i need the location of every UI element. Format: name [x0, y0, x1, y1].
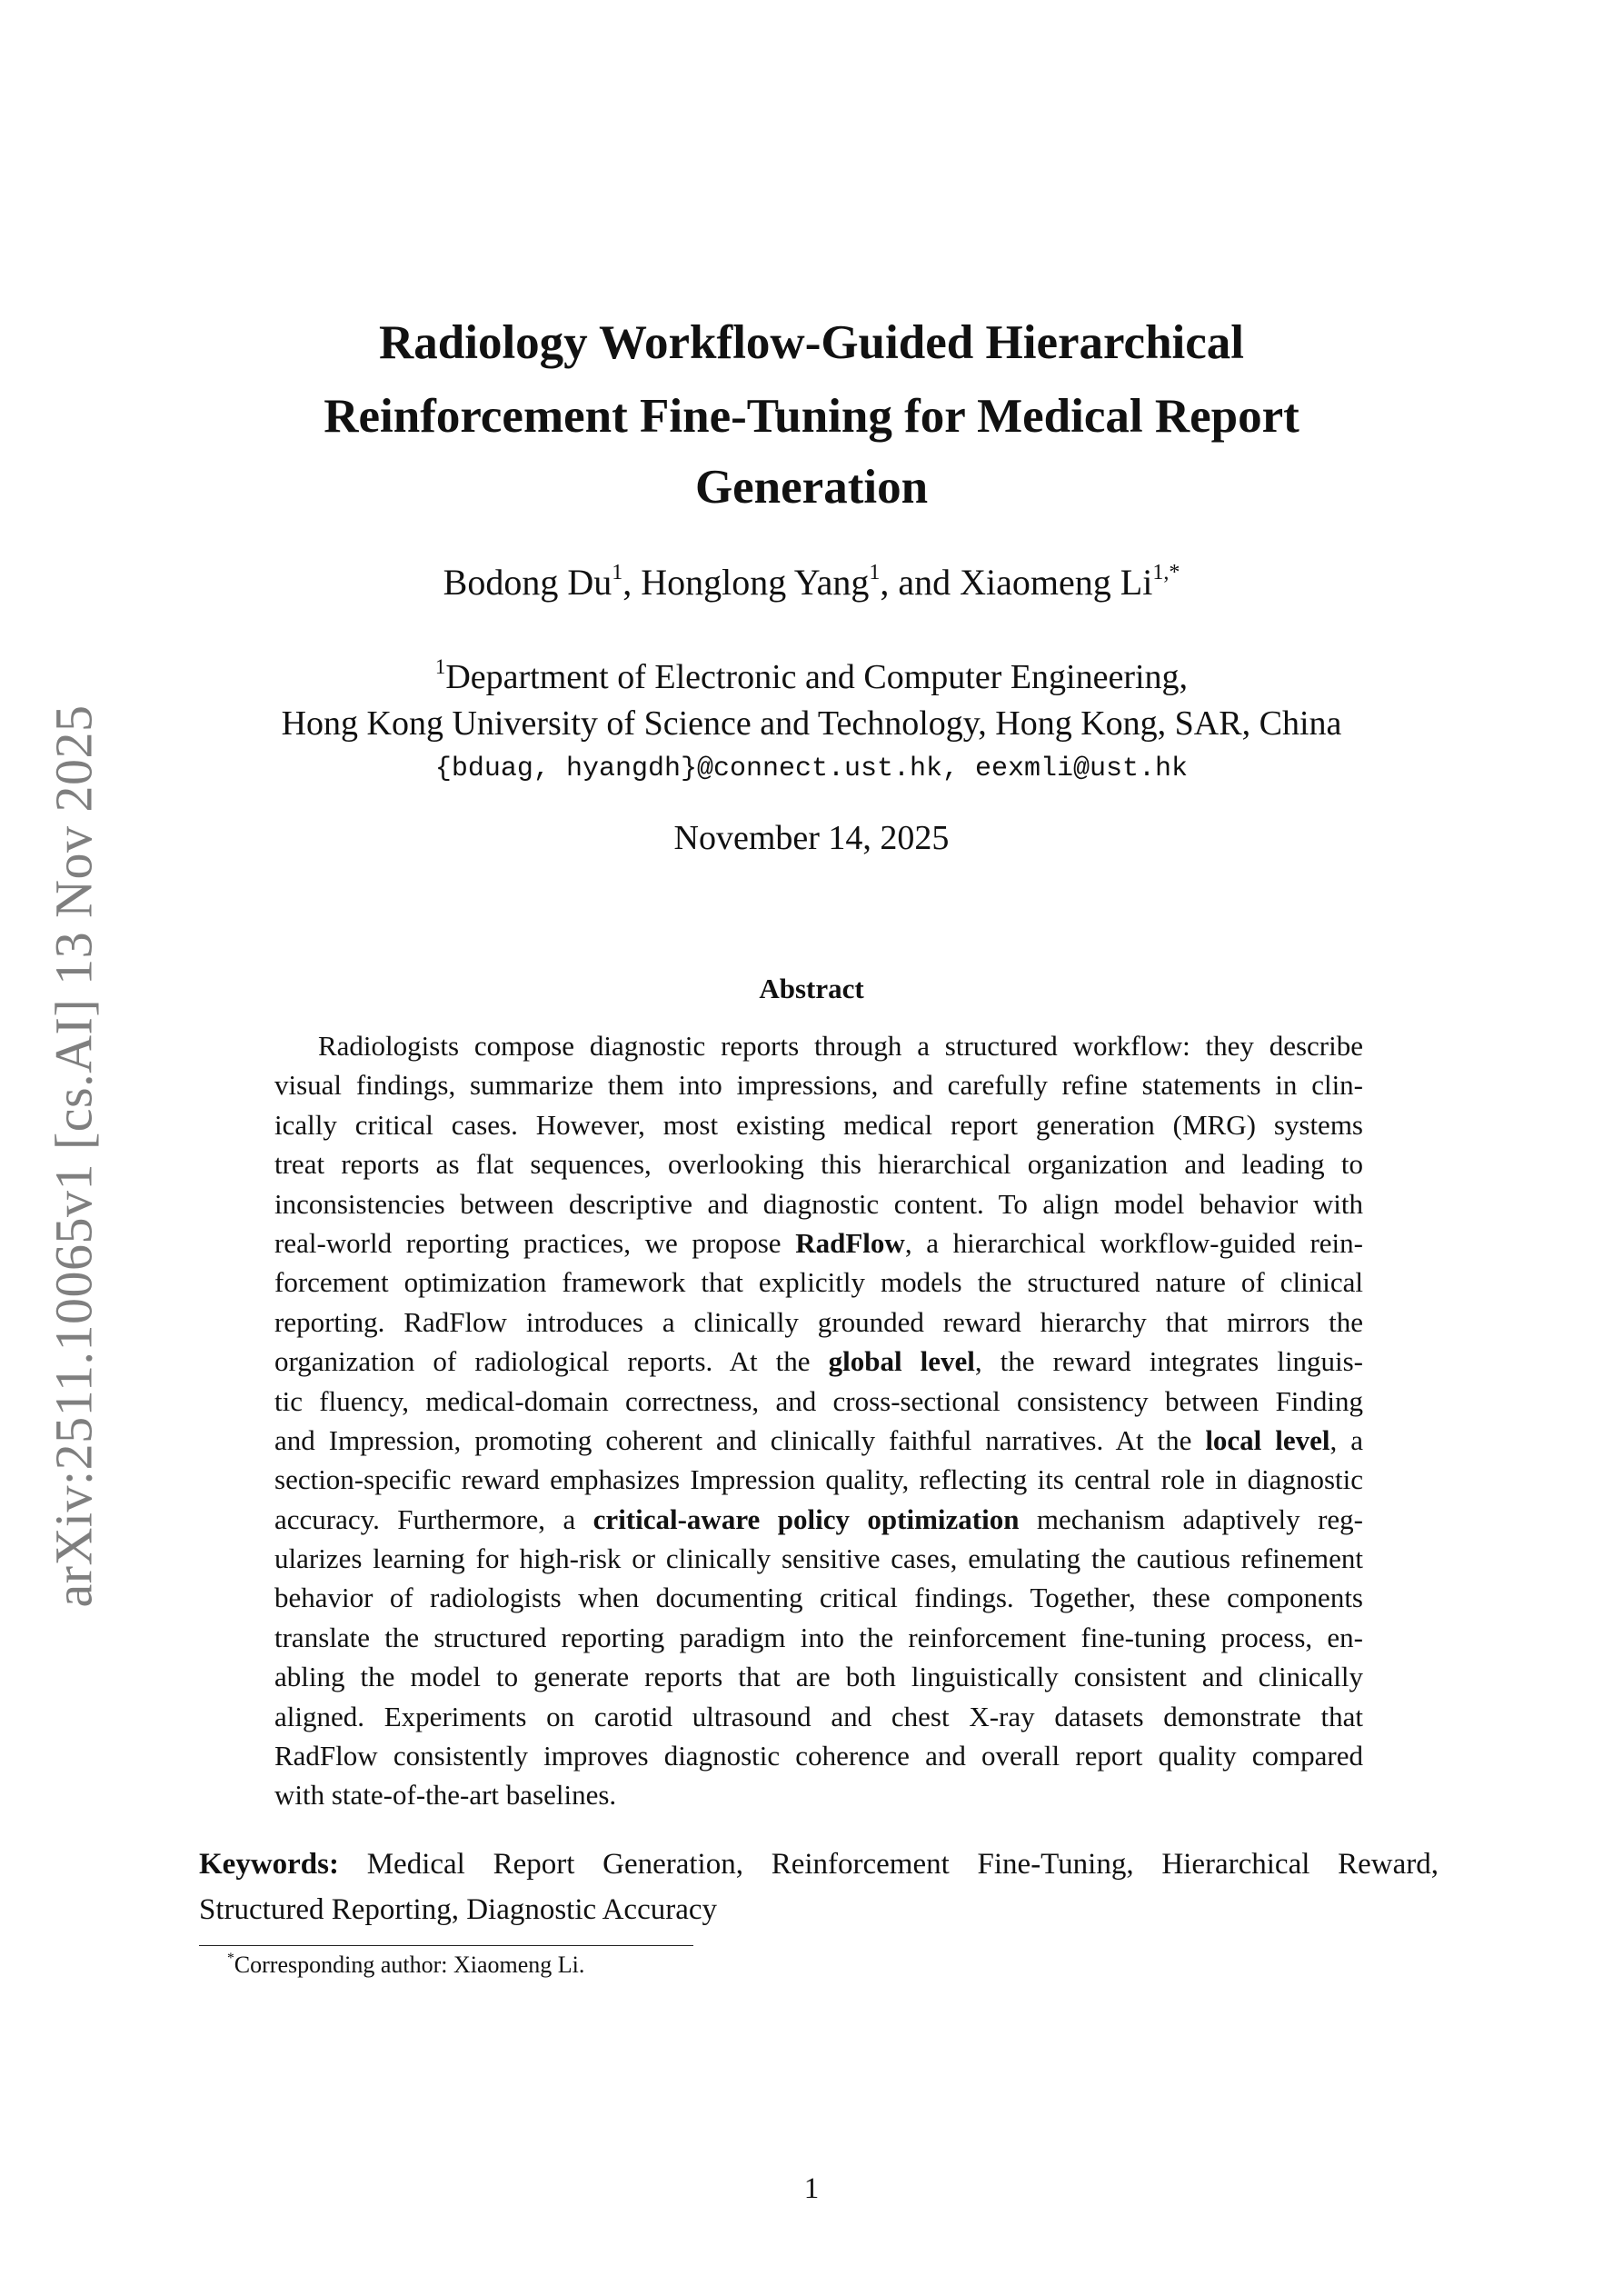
title-line-2: Reinforcement Fine-Tuning for Medical Report: [324, 390, 1299, 443]
abstract-emphasis: local level: [1205, 1423, 1330, 1456]
abstract-line: [274, 1303, 1363, 1342]
abstract-text: real-world reporting practices, we propose: [274, 1226, 796, 1259]
abstract-line: [274, 1263, 1363, 1302]
abstract-text: , the reward integrates linguis-: [974, 1345, 1364, 1378]
abstract-text: RadFlow consistently improves diagnostic coherence and overall report quality compared: [274, 1740, 1363, 1772]
abstract-emphasis: RadFlow: [795, 1226, 905, 1259]
abstract-text: Radiologists compose diagnostic reports through a structured workflow: they describe: [318, 1030, 1363, 1062]
abstract-line: [274, 1460, 1363, 1499]
arxiv-side-stamp: arXiv:2511.10065v1 [cs.AI] 13 Nov 2025: [44, 704, 104, 1608]
footnote-mark: *: [227, 1951, 234, 1967]
abstract-text: with state-of-the-art baselines.: [274, 1779, 617, 1812]
footnote-rule: [199, 1945, 693, 1946]
affiliation-line-1: [0, 654, 1623, 700]
abstract-text: inconsistencies between descriptive and diagnostic content. To align model behavior with: [274, 1187, 1363, 1220]
abstract-line: [274, 1736, 1363, 1775]
affiliation-line-2: Hong Kong University of Science and Technology, Hong Kong, SAR, China: [281, 704, 1342, 743]
keywords-text: Medical Report Generation, Reinforcement Fine-Tuning, Hierarchical Reward,: [338, 1848, 1439, 1881]
abstract-line: [274, 1578, 1363, 1617]
abstract-text: , a hierarchical workflow-guided rein-: [904, 1226, 1363, 1259]
abstract-emphasis: critical-aware policy optimization: [592, 1502, 1020, 1535]
abstract-text: and Impression, promoting coherent and clinically faithful narratives. At the: [274, 1423, 1206, 1456]
affiliation-department: Department of Electronic and Computer Engineering,: [445, 658, 1189, 696]
abstract-line: [274, 1382, 1363, 1421]
author-emails: {bduag, hyangdh}@connect.ust.hk, eexmli@ust.hk: [434, 754, 1189, 784]
author-separator: , and: [880, 562, 961, 603]
abstract-text: translate the structured reporting paradigm into the reinforcement fine-tuning process, en-: [274, 1621, 1363, 1653]
title-line-1: Radiology Workflow-Guided Hierarchical: [378, 316, 1245, 369]
author-name: Xiaomeng Li: [960, 562, 1153, 603]
abstract-text: treat reports as flat sequences, overlooking this hierarchical organization and leading to: [274, 1148, 1363, 1181]
abstract-line: [274, 1618, 1363, 1657]
author-list: [0, 560, 1623, 605]
abstract-text: organization of radiological reports. At the: [274, 1345, 829, 1378]
author-name: Bodong Du: [443, 562, 612, 603]
abstract-line: [274, 1421, 1363, 1460]
abstract-line: [274, 1144, 1363, 1183]
abstract-line: [274, 1223, 1363, 1263]
abstract-heading: Abstract: [759, 973, 864, 1004]
author-affiliation-mark: 1: [612, 561, 623, 585]
abstract-text: visual findings, summarize them into impressions, and carefully refine statements in clin-: [274, 1069, 1363, 1102]
author-affiliation-mark: 1: [869, 561, 881, 585]
keywords-line-2: Structured Reporting, Diagnostic Accuracy: [199, 1893, 718, 1926]
author-separator: ,: [622, 562, 642, 603]
abstract-text: section-specific reward emphasizes Impression quality, reflecting its central role in diagnostic: [274, 1463, 1363, 1496]
author-affiliation-mark: 1,*: [1152, 561, 1180, 585]
abstract-line: [274, 1065, 1363, 1104]
abstract-text: reporting. RadFlow introduces a clinically grounded reward hierarchy that mirrors the: [274, 1305, 1363, 1338]
footnote-text: Corresponding author: Xiaomeng Li.: [234, 1952, 585, 1978]
abstract-line: [274, 1184, 1363, 1223]
keywords-line-1: [199, 1842, 1439, 1887]
abstract-line: [274, 1105, 1363, 1144]
abstract-text: behavior of radiologists when documenting critical findings. Together, these components: [274, 1582, 1363, 1614]
abstract-line: [274, 1657, 1363, 1696]
abstract-emphasis: global level: [828, 1345, 975, 1378]
abstract-text: abling the model to generate reports that are both linguistically consistent and clinically: [274, 1661, 1363, 1693]
paper-date: November 14, 2025: [673, 819, 950, 857]
abstract-text: ically critical cases. However, most existing medical report generation (MRG) systems: [274, 1108, 1363, 1141]
abstract-text: accuracy. Furthermore, a: [274, 1502, 593, 1535]
abstract-text: ularizes learning for high-risk or clinically sensitive cases, emulating the cautious refinement: [274, 1542, 1363, 1575]
abstract-line: [274, 1026, 1363, 1065]
abstract-text: forcement optimization framework that explicitly models the structured nature of clinical: [274, 1266, 1363, 1299]
keywords-label: Keywords:: [199, 1848, 339, 1881]
abstract-line: [274, 1500, 1363, 1539]
abstract-line: [274, 1775, 1363, 1814]
page-number: 1: [803, 2172, 820, 2205]
abstract-line: [274, 1342, 1363, 1381]
abstract-line: [274, 1539, 1363, 1578]
abstract-line: [274, 1697, 1363, 1736]
author-name: Honglong Yang: [641, 562, 870, 603]
abstract-text: , a: [1329, 1423, 1363, 1456]
title-line-3: Generation: [694, 461, 929, 514]
affiliation-mark: 1: [434, 655, 446, 679]
abstract-body: [274, 1026, 1363, 1815]
abstract-text: mechanism adaptively reg-: [1019, 1502, 1363, 1535]
abstract-text: tic fluency, medical-domain correctness, and cross-sectional consistency between Finding: [274, 1384, 1363, 1417]
footnote: [227, 1951, 584, 1980]
abstract-text: aligned. Experiments on carotid ultrasound and chest X-ray datasets demonstrate that: [274, 1700, 1363, 1732]
